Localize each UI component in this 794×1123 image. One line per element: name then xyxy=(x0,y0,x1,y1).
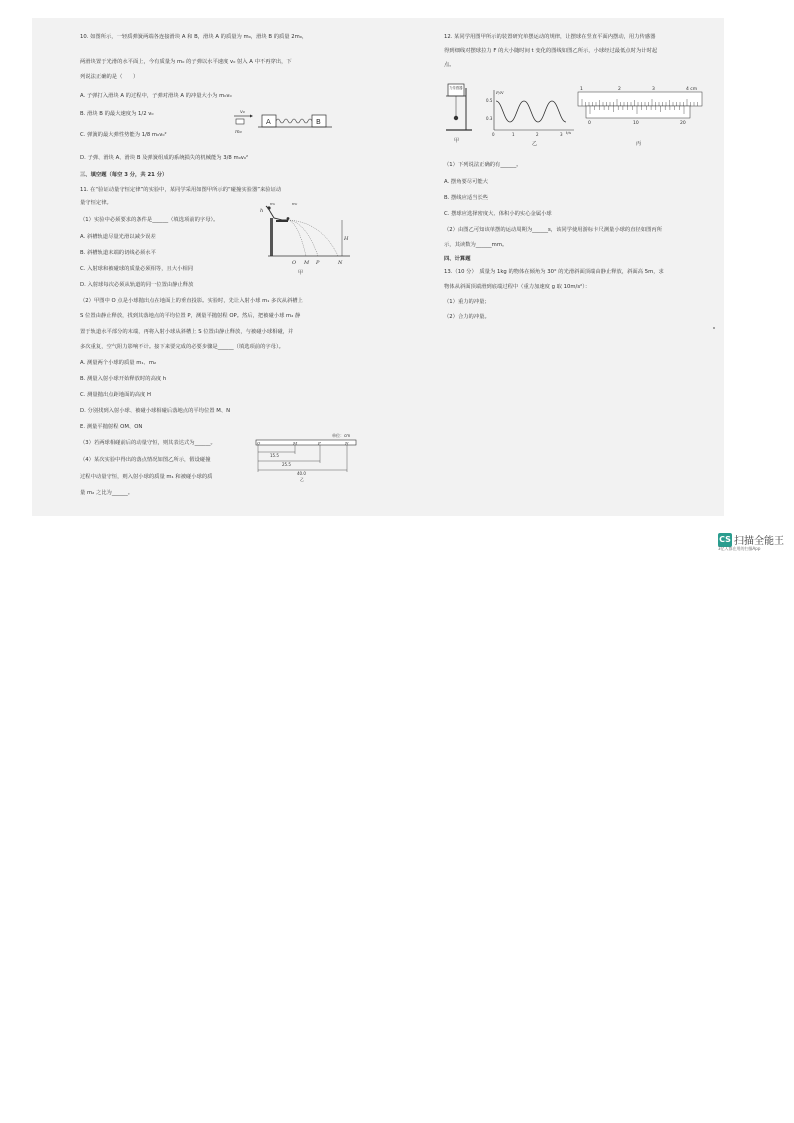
q11-part2-option-e: E. 测量平抛射程 OM、ON xyxy=(80,424,143,430)
q12-part1-option-c: C. 摆球应选择密度大、体积小的实心金属小球 xyxy=(444,211,552,217)
q12-part1-option-b: B. 摆线应适当长些 xyxy=(444,195,489,201)
q11-part4-line1: （4）某次实验中得出的落点情况如图乙所示，假设碰撞 xyxy=(80,457,211,463)
q11-jia-m1-label: m₁ xyxy=(270,201,276,206)
q11-jia-H-label: H xyxy=(344,236,349,242)
q12-graph-y2: 0.3 xyxy=(486,116,493,121)
q11-jia-O-label: O xyxy=(292,260,297,266)
q12-graph-x0: 0 xyxy=(492,132,495,137)
q12-graph-x1: 1 xyxy=(512,132,515,137)
q12-part2-line1: （2）由图乙可知该单摆的运动周期为______s，该同学使用游标卡尺测量小球的直径如图丙所 xyxy=(444,227,663,233)
q11-jia-trajectory-p xyxy=(288,220,318,256)
q12-graph-x2: 2 xyxy=(536,132,539,137)
q11-jia-M-label: M xyxy=(304,260,310,266)
q11-part2-option-c: C. 测量抛出点距地面的高度 H xyxy=(80,392,151,398)
q11-part4-line3: 量 m₂ 之比为______。 xyxy=(80,490,134,496)
q11-stem-line1: 11. 在“验证动量守恒定律”的实验中，某同学采用如图甲所示的“碰撞实验器”来验证动 xyxy=(80,187,282,193)
camscanner-logo-icon: CS xyxy=(718,533,732,547)
q11-jia-figure xyxy=(254,198,364,280)
q11-part3: （3）若两球相碰前后的动量守恒，则其表达式为______。 xyxy=(80,440,216,446)
q11-yi-d1: 15.5 xyxy=(270,453,279,458)
q11-part2-option-d: D. 分别找到入射小球、被碰小球相碰后落地点的平均位置 M、N xyxy=(80,408,231,414)
q10-option-a: A. 子弹打入滑块 A 的过程中，子弹对滑块 A 的冲量大小为 m₀v₀ xyxy=(80,93,232,99)
q11-jia-trajectory-m xyxy=(288,220,306,256)
q12-vernier-main-3: 3 xyxy=(652,87,655,92)
q11-part2-option-a: A. 测量两个小球的质量 m₁、m₂ xyxy=(80,360,157,366)
q10-arrow-head xyxy=(250,115,253,118)
q11-stem-line2: 量守恒定律。 xyxy=(80,200,112,206)
q12-sensor-label: 力传感器 xyxy=(449,86,463,90)
q12-vernier-sub-0: 0 xyxy=(588,121,591,126)
q11-jia-caption: 甲 xyxy=(298,270,304,276)
q12-vernier-main-4: 4 cm xyxy=(686,87,698,92)
q10-option-d: D. 子弹、滑块 A、滑块 B 及弹簧组成的系统损失的机械能为 3/8 m₀v₀² xyxy=(80,155,249,161)
q12-yi-caption: 乙 xyxy=(532,141,538,147)
q12-graph-y-label: F/N xyxy=(496,90,504,95)
q13-part1: （1）重力的冲量； xyxy=(444,299,490,305)
q11-jia-ball-2 xyxy=(287,217,290,220)
q12-graph-x-label: t/s xyxy=(566,130,572,135)
q11-jia-h-label: h xyxy=(260,208,264,214)
q10-option-b: B. 滑块 B 的最大速度为 1/2 v₀ xyxy=(80,111,154,117)
q12-graph-x3: 3 xyxy=(560,132,563,137)
q12-stem-line1: 12. 某同学用图甲所示的装置研究单摆运动的规律，让摆球在竖直平面内摆动，用力传感器 xyxy=(444,34,656,40)
q11-yi-O: O xyxy=(257,440,261,446)
q11-yi-d3: 40.0 xyxy=(297,471,306,476)
q10-option-c: C. 弹簧的最大弹性势能为 1/8 m₀v₀² xyxy=(80,132,167,138)
q11-part2-line3: 置于轨道水平部分的末端，再将入射小球从斜槽上 S 位置由静止释放，与被碰小球相碰，并 xyxy=(80,329,294,335)
q11-jia-P-label: P xyxy=(316,260,320,266)
q12-graph-y1: 0.5 xyxy=(486,98,493,103)
q12-vernier-sub-10: 10 xyxy=(633,121,639,126)
q10-spring xyxy=(276,119,312,123)
q11-yi-caption: 乙 xyxy=(300,477,304,482)
q10-v0-label: v₀ xyxy=(240,109,245,115)
stray-mark xyxy=(713,327,715,329)
q13-part2: （2）合力的冲量。 xyxy=(444,314,490,320)
q11-part1-option-d: D. 入射球每次必须从轨道的同一位置由静止释放 xyxy=(80,282,194,288)
q12-bing-caption: 丙 xyxy=(636,141,642,147)
q12-figure xyxy=(440,82,720,154)
q11-part1-option-a: A. 斜槽轨道尽量光滑以减少误差 xyxy=(80,234,156,240)
q11-yi-N: N xyxy=(345,440,349,446)
q11-part1-option-b: B. 斜槽轨道末端的切线必须水平 xyxy=(80,250,156,256)
q10-stem-line2: 两滑块置于光滑的水平面上，今有质量为 m₀ 的子弹以水平速度 v₀ 射入 A 中不再穿出，下 xyxy=(80,59,292,65)
q11-jia-track-end xyxy=(276,220,288,222)
q11-part2-line1: （2）甲图中 O 点是小球抛出点在地面上的垂直投影。实验时，先让入射小球 m₁ 多次从斜槽上 xyxy=(80,298,303,304)
q12-vernier-sub-20: 20 xyxy=(680,121,686,126)
q12-jia-caption: 甲 xyxy=(454,138,460,144)
q11-part2-option-b: B. 测量入射小球开始释放时的高度 h xyxy=(80,376,167,382)
q10-block-a-label: A xyxy=(266,118,271,126)
q11-yi-figure xyxy=(252,432,362,482)
section-calculation-heading: 四、计算题 xyxy=(444,256,471,262)
camscanner-logo-text: 扫描全能王 xyxy=(734,536,784,547)
q12-stem-line3: 点。 xyxy=(444,62,455,68)
q10-stem-line1: 10. 如图所示，一轻质弹簧两端各连接滑块 A 和 B，滑块 A 的质量为 m₀，滑块 B 的质量 2m₀， xyxy=(80,34,308,40)
q10-bullet xyxy=(236,119,244,124)
q11-jia-stand xyxy=(270,218,273,256)
q12-vernier-main-2: 2 xyxy=(618,87,621,92)
q13-stem-line1: 13.（10 分） 质量为 1kg 的物体在倾角为 30° 的光滑斜面顶端由静止释放，斜面高 5m，求 xyxy=(444,269,664,275)
q10-block-b-label: B xyxy=(316,118,321,126)
q11-part2-line4: 多次重复，空气阻力影响不计。接下来要完成的必要步骤是______（填选项前的字母）。 xyxy=(80,344,284,350)
q12-part1: （1）下列说法正确的有______。 xyxy=(444,162,522,168)
q12-pendulum-bob xyxy=(454,116,458,120)
q12-part1-option-a: A. 摆角要尽可能大 xyxy=(444,179,488,185)
q10-stem-line3: 列说法正确的是（ ） xyxy=(80,74,139,80)
q11-yi-d2: 25.5 xyxy=(282,462,291,467)
q10-m0-label: m₀ xyxy=(235,129,242,135)
q11-yi-P: P xyxy=(318,440,321,446)
q11-yi-ruler xyxy=(256,440,356,445)
q11-jia-N-label: N xyxy=(338,260,343,266)
q11-part1: （1）实验中必须要求的条件是______（填选项前的字母）。 xyxy=(80,217,219,223)
q12-part2-line2: 示，其读数为______mm。 xyxy=(444,242,508,248)
scanner-watermark xyxy=(718,529,784,551)
q11-jia-trajectory-n xyxy=(288,220,338,256)
q11-jia-ball-1 xyxy=(267,206,270,209)
section-fill-blank-heading: 三、填空题（每空 3 分，共 21 分） xyxy=(80,172,168,178)
q12-stem-line2: 得到细线对摆球拉力 F 的大小随时间 t 变化的图线如图乙所示，小球经过最低点时为计时起 xyxy=(444,48,658,54)
q12-vernier-main-1: 1 xyxy=(580,87,583,92)
q11-part2-line2: S 位置由静止释放，找到其落地点的平均位置 P，测量平抛射程 OP。然后，把被碰小球 m₂ 静 xyxy=(80,313,301,319)
q11-yi-M: M xyxy=(293,440,298,446)
q11-yi-unit: 单位：cm xyxy=(332,433,351,438)
q12-graph-curve xyxy=(496,101,566,122)
q11-part1-option-c: C. 入射球和被碰球的质量必须相等，且大小相同 xyxy=(80,266,194,272)
camscanner-slogan: 3亿人都在用的扫描App xyxy=(718,546,761,551)
q10-figure xyxy=(226,106,346,140)
q11-jia-m2-label: m₂ xyxy=(292,201,298,206)
q13-stem-line2: 物体从斜面顶端滑到底端过程中（重力加速度 g 取 10m/s²）： xyxy=(444,284,591,290)
q11-part4-line2: 过程中动量守恒，则入射小球的质量 m₁ 和被碰小球的质 xyxy=(80,474,213,480)
